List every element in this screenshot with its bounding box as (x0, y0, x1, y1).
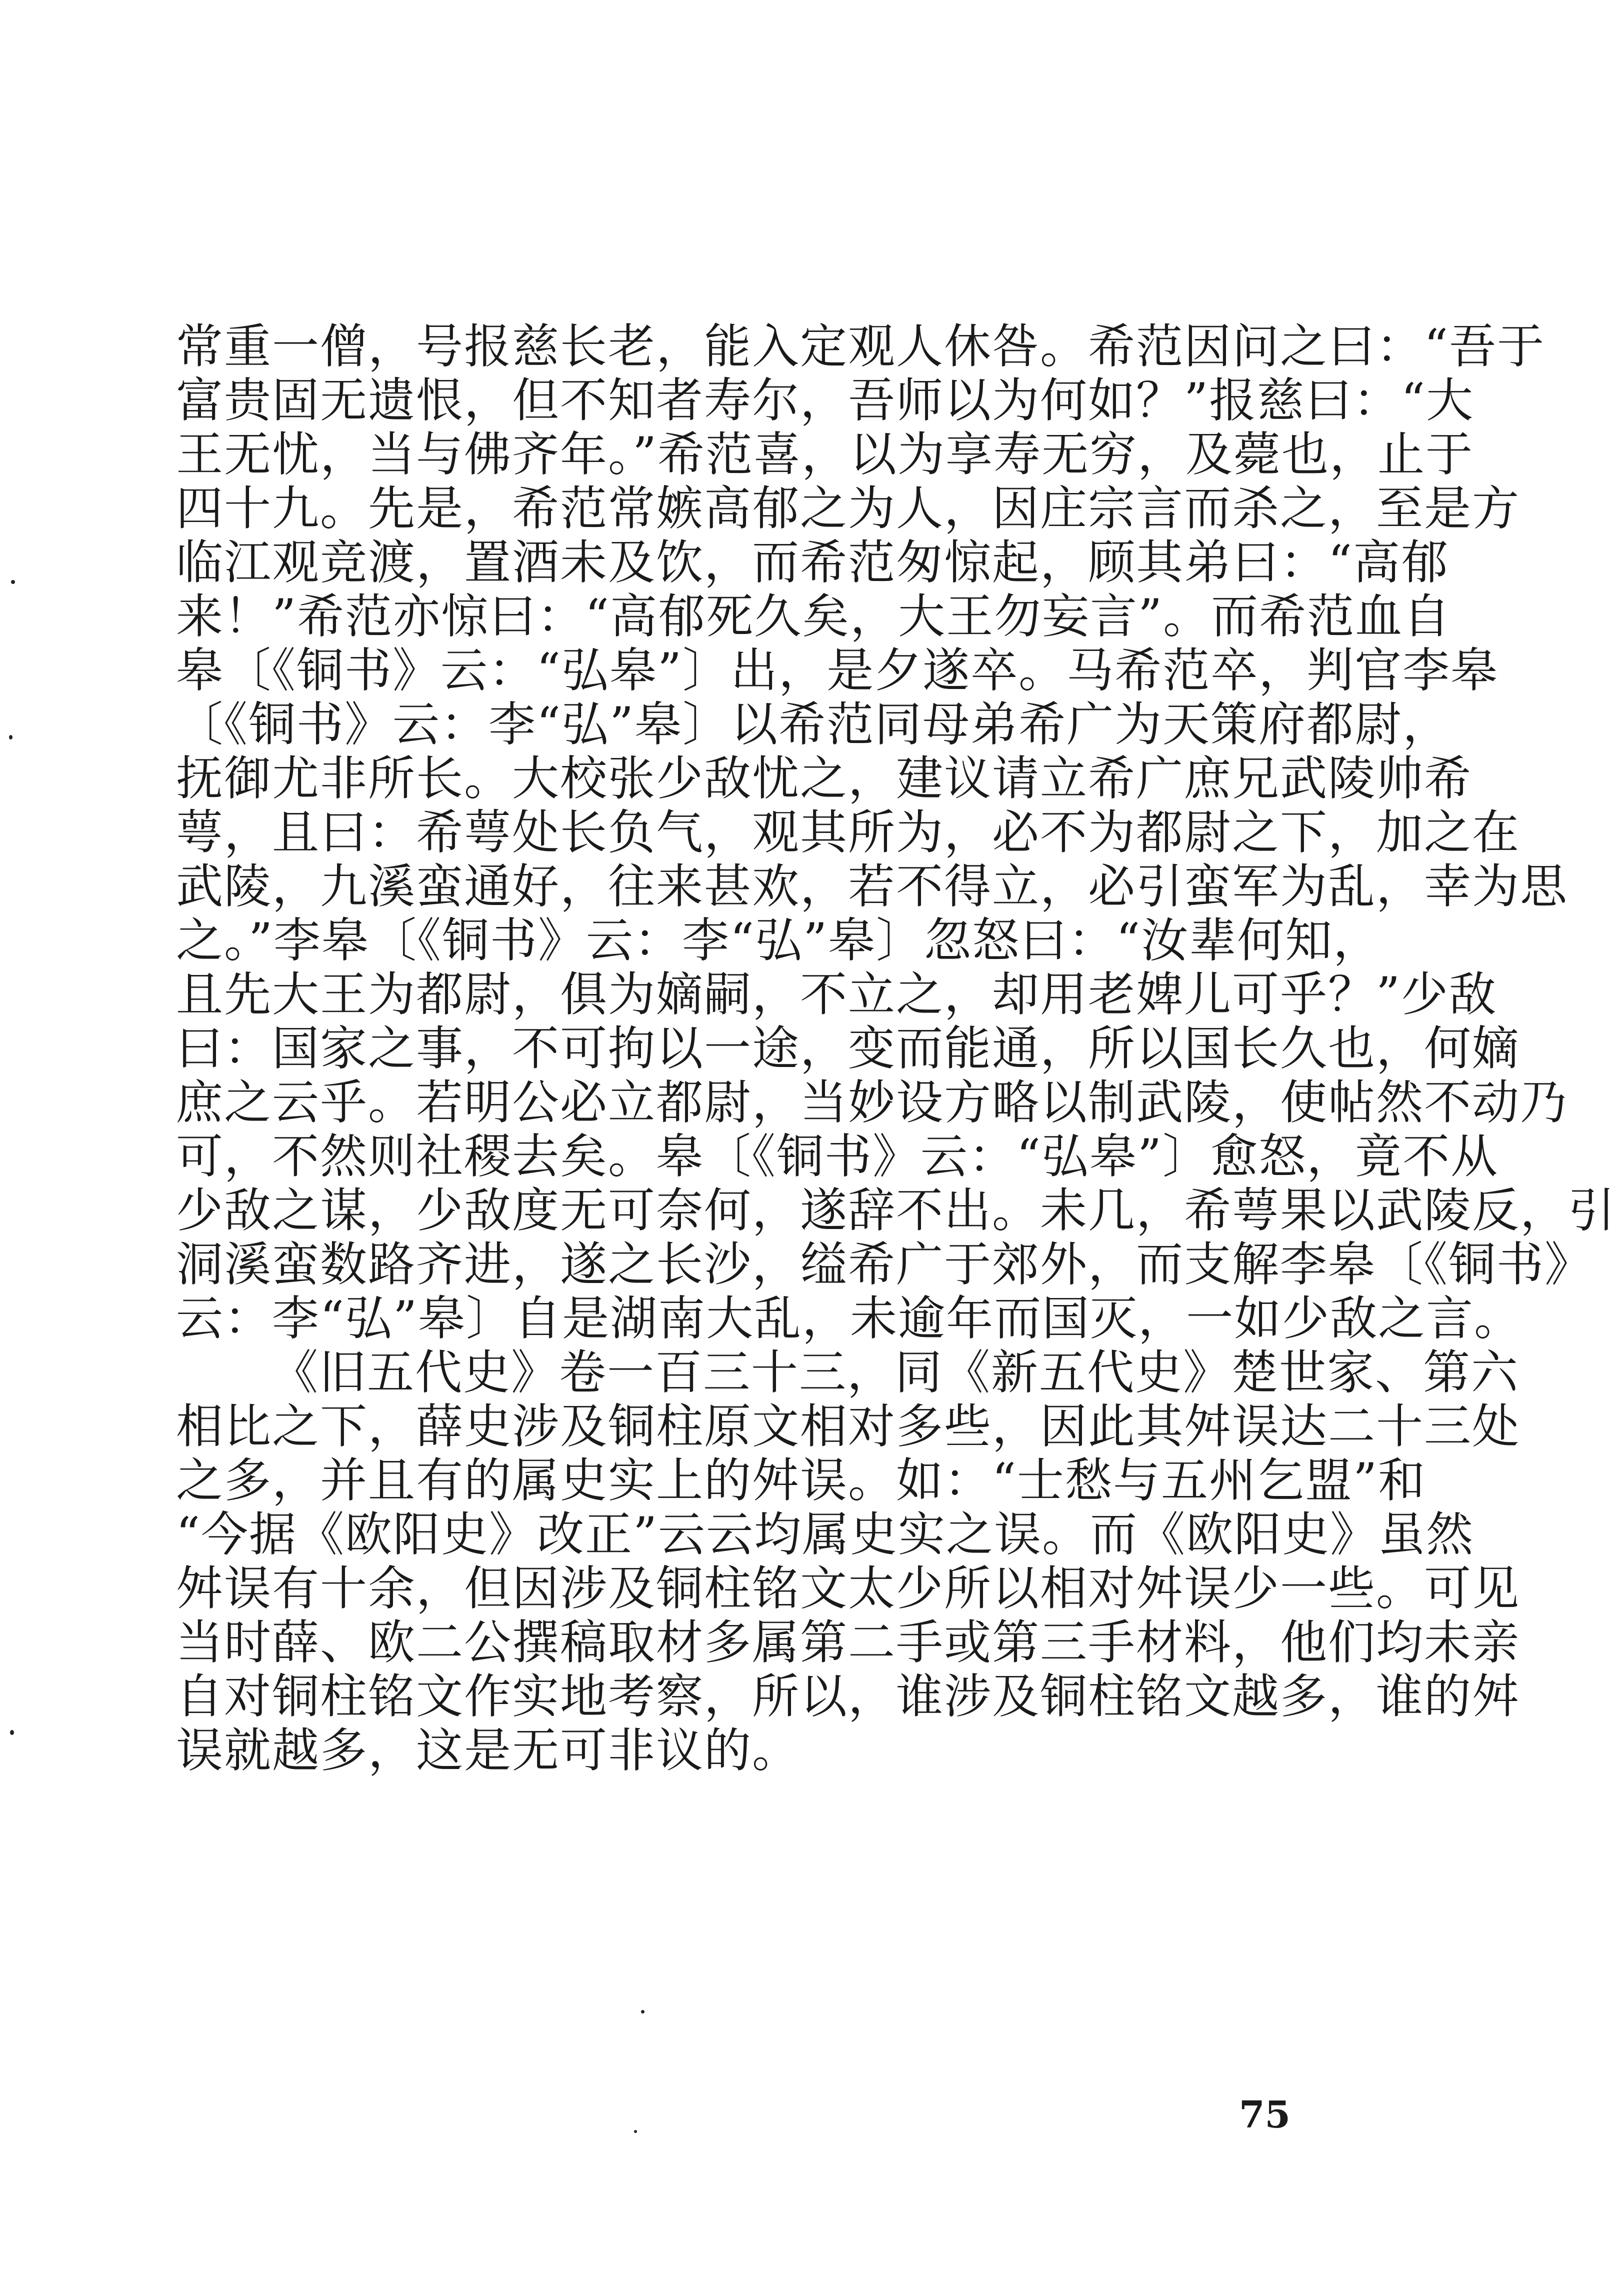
text-line: 来！”希范亦惊曰：“高郁死久矣，大王勿妄言”。而希范血自 (176, 590, 1452, 644)
text-line: 王无忧，当与佛齐年。”希范喜，以为享寿无穷，及薨也，止于 (176, 428, 1474, 482)
text-line: 云：李“弘”皋〕自是湖南大乱，未逾年而国灭，一如少敌之言。 (176, 1292, 1522, 1346)
text-line: 武陵，九溪蛮通好，往来甚欢，若不得立，必引蛮军为乱，幸为思 (176, 860, 1568, 914)
text-line: 常重一僧，号报慈长老，能入定观人休咎。希范因问之曰：“吾于 (176, 320, 1546, 374)
scan-speck (10, 1730, 14, 1735)
text-line: 临江观竞渡，置酒未及饮，而希范匆惊起，顾其弟曰：“高郁 (176, 536, 1450, 590)
text-line: 之多，并且有的属史实上的舛误。如：“士愁与五州乞盟”和 (176, 1454, 1426, 1508)
text-line: 舛误有十余，但因涉及铜柱铭文太少所以相对舛误少一些。可见 (176, 1562, 1520, 1616)
scan-speck (11, 580, 15, 584)
text-line: “今据《欧阳史》改正”云云均属史实之误。而《欧阳史》虽然 (176, 1508, 1474, 1562)
body-text (176, 320, 1616, 1778)
page-number: 75 (1239, 2094, 1290, 2136)
text-line: 〔《铜书》云：李“弘”皋〕以希范同母弟希广为天策府都尉， (176, 698, 1451, 752)
text-line: 自对铜柱铭文作实地考察，所以，谁涉及铜柱铭文越多，谁的舛 (176, 1670, 1520, 1724)
text-line: 之。”李皋〔《铜书》云：李“弘”皋〕忽怒曰：“汝辈何知， (176, 914, 1382, 968)
scan-speck (9, 735, 12, 740)
scan-speck (634, 2130, 637, 2133)
text-line: 误就越多，这是无可非议的。 (176, 1724, 800, 1778)
text-line: 且先大王为都尉，俱为嫡嗣，不立之，却用老婢儿可乎？”少敌 (176, 968, 1498, 1022)
text-line: 富贵固无遗恨，但不知者寿尔，吾师以为何如？”报慈曰：“大 (176, 374, 1474, 428)
text-line: 萼，且曰：希萼处长负气，观其所为，必不为都尉之下，加之在 (176, 806, 1520, 860)
text-line: 抚御尤非所长。大校张少敌忧之，建议请立希广庶兄武陵帅希 (176, 752, 1472, 806)
text-line: 四十九。先是，希范常嫉高郁之为人，因庄宗言而杀之，至是方 (176, 482, 1520, 536)
text-line: 少敌之谋，少敌度无可奈何，遂辞不出。未几，希萼果以武陵反，引 (176, 1184, 1616, 1238)
text-line: 洞溪蛮数路齐进，遂之长沙，缢希广于郊外，而支解李皋〔《铜书》 (176, 1238, 1593, 1292)
scan-speck (641, 2010, 644, 2014)
text-line: 庶之云乎。若明公必立都尉，当妙设方略以制武陵，使帖然不动乃 (176, 1076, 1568, 1130)
text-line: 皋〔《铜书》云：“弘皋”〕出，是夕遂卒。马希范卒，判官李皋 (176, 644, 1499, 698)
text-line: 相比之下，薛史涉及铜柱原文相对多些，因此其舛误达二十三处 (176, 1400, 1520, 1454)
text-line: 当时薛、欧二公撰稿取材多属第二手或第三手材料，他们均未亲 (176, 1616, 1520, 1670)
text-line: 曰：国家之事，不可拘以一途，变而能通，所以国长久也，何嫡 (176, 1022, 1520, 1076)
text-line: 可，不然则社稷去矣。皋〔《铜书》云：“弘皋”〕愈怒，竟不从 (176, 1130, 1499, 1184)
paragraph-start-line: 《旧五代史》卷一百三十三，同《新五代史》楚世家、第六 (271, 1346, 1520, 1400)
